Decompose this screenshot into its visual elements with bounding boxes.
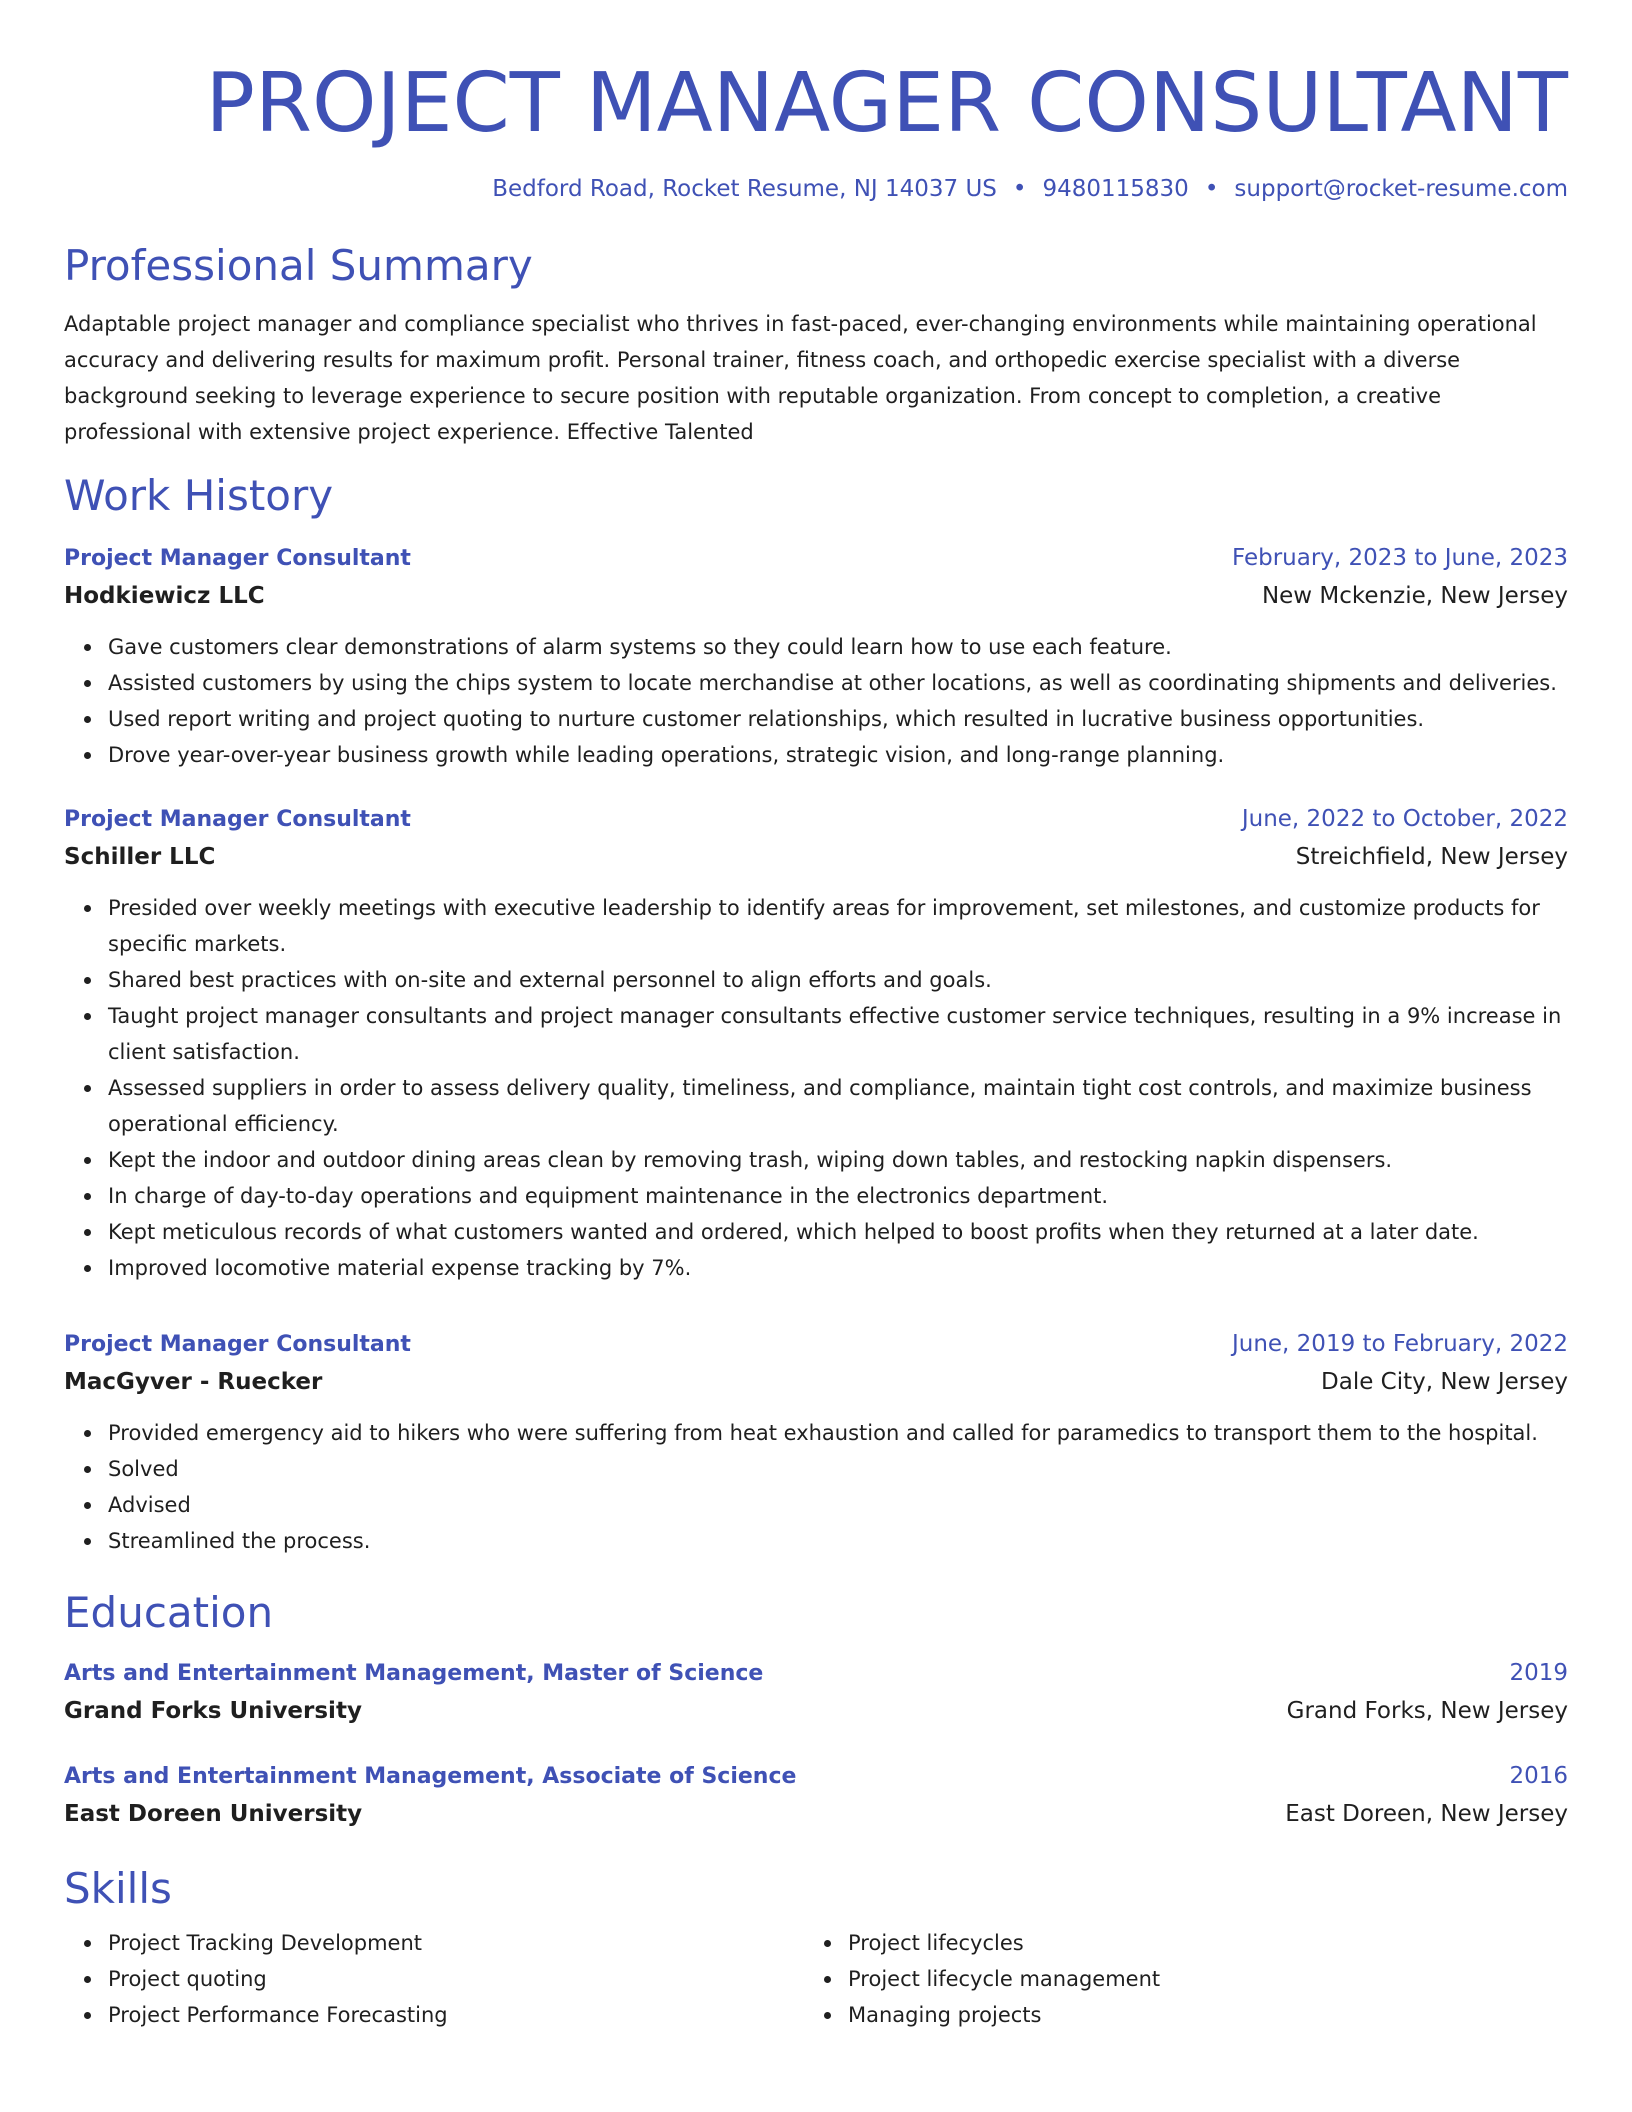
job-bullets — [64, 1415, 1568, 1559]
skills-list — [804, 1925, 1544, 2033]
education-location: Grand Forks, New Jersey — [1286, 1698, 1568, 1724]
education-location: East Doreen, New Jersey — [1285, 1801, 1568, 1827]
summary-text: Adaptable project manager and compliance specialist who thrives in fast-paced, ever-changing environments while maintaining operational accuracy and delivering results for maximum profit. Personal trainer, fitness coach, and orthopedic exercise specialist with a diverse background seeking to leverage experience to secure position with reputable organization. From concept to completion, a creative professional with extensive project experience. Effective Talented — [64, 312, 1537, 444]
education-school: Grand Forks University — [64, 1698, 362, 1724]
job-bullet: Provided emergency aid to hikers who were suffering from heat exhaustion and called for paramedics to transport them to the hospital. — [108, 1415, 1568, 1451]
job-bullet: Assisted customers by using the chips system to locate merchandise at other locations, as well as coordinating shipments and deliveries. — [108, 665, 1568, 701]
job-role: Project Manager Consultant — [64, 1332, 411, 1357]
contact-line — [64, 172, 1568, 206]
education-degree: Arts and Entertainment Management, Master of Science — [64, 1661, 764, 1686]
job-bullet: In charge of day-to-day operations and equipment maintenance in the electronics department. — [108, 1178, 1568, 1214]
job-bullet: Drove year-over-year business growth while leading operations, strategic vision, and long-range planning. — [108, 737, 1568, 773]
job-bullet: Presided over weekly meetings with executive leadership to identify areas for improvement, set milestones, and customize products for specific markets. — [108, 890, 1568, 962]
job-bullet: Kept the indoor and outdoor dining areas clean by removing trash, wiping down tables, and restocking napkin dispensers. — [108, 1142, 1568, 1178]
skill-item: Project lifecycle management — [848, 1961, 1544, 1997]
section-title-education: Education — [64, 1588, 274, 1637]
section-title-skills: Skills — [64, 1864, 172, 1913]
job-bullet: Improved locomotive material expense tracking by 7%. — [108, 1250, 1568, 1286]
job-bullet: Streamlined the process. — [108, 1523, 1568, 1559]
section-title-work-history: Work History — [64, 471, 334, 520]
job-dates: February, 2023 to June, 2023 — [1231, 545, 1568, 571]
job-location: Dale City, New Jersey — [1321, 1369, 1568, 1395]
education-entry — [64, 1655, 1568, 1730]
contact-separator: • — [1012, 176, 1027, 202]
job-bullet: Gave customers clear demonstrations of alarm systems so they could learn how to use each feature. — [108, 629, 1568, 665]
skill-item: Project lifecycles — [848, 1925, 1544, 1961]
contact-address: Bedford Road, Rocket Resume, NJ 14037 US — [492, 176, 997, 202]
education-year: 2019 — [1509, 1660, 1568, 1686]
job-bullet: Used report writing and project quoting to nurture customer relationships, which resulted in lucrative business opportunities. — [108, 701, 1568, 737]
job-bullet: Taught project manager consultants and project manager consultants effective customer service techniques, resulting in a 9% increase in client satisfaction. — [108, 998, 1568, 1070]
job-bullet: Advised — [108, 1487, 1568, 1523]
job-role: Project Manager Consultant — [64, 807, 411, 832]
contact-phone: 9480115830 — [1042, 176, 1189, 202]
skill-item: Project Tracking Development — [108, 1925, 804, 1961]
job-location: Streichfield, New Jersey — [1295, 844, 1568, 870]
job-company: Schiller LLC — [64, 844, 216, 870]
skill-item: Managing projects — [848, 1997, 1544, 2033]
job-bullets — [64, 890, 1568, 1286]
job-bullet: Kept meticulous records of what customers wanted and ordered, which helped to boost profits when they returned at a later date. — [108, 1214, 1568, 1250]
skill-item: Project Performance Forecasting — [108, 1997, 804, 2033]
job-company: MacGyver - Ruecker — [64, 1369, 323, 1395]
education-degree: Arts and Entertainment Management, Associate of Science — [64, 1764, 797, 1789]
skills-grid — [64, 1925, 1568, 2033]
job-bullet: Shared best practices with on-site and external personnel to align efforts and goals. — [108, 962, 1568, 998]
resume-page — [64, 0, 1568, 2033]
job-role: Project Manager Consultant — [64, 546, 411, 571]
job-location: New Mckenzie, New Jersey — [1261, 583, 1568, 609]
contact-separator: • — [1204, 176, 1219, 202]
skills-column-left — [64, 1925, 804, 2033]
education-school: East Doreen University — [64, 1801, 363, 1827]
job-dates: June, 2019 to February, 2022 — [1231, 1331, 1568, 1357]
contact-email[interactable]: support@rocket-resume.com — [1234, 176, 1568, 202]
job-company: Hodkiewicz LLC — [64, 583, 265, 609]
work-entry — [64, 540, 1568, 773]
job-bullets — [64, 629, 1568, 773]
resume-name-heading: PROJECT MANAGER CONSULTANT — [205, 56, 1568, 151]
work-entry — [64, 801, 1568, 1286]
education-year: 2016 — [1509, 1763, 1568, 1789]
work-entry — [64, 1326, 1568, 1559]
section-title-summary: Professional Summary — [64, 241, 533, 290]
job-dates: June, 2022 to October, 2022 — [1241, 806, 1568, 832]
education-entry — [64, 1758, 1568, 1833]
skill-item: Project quoting — [108, 1961, 804, 1997]
job-bullet: Solved — [108, 1451, 1568, 1487]
job-bullet: Assessed suppliers in order to assess delivery quality, timeliness, and compliance, maintain tight cost controls, and maximize business operational efficiency. — [108, 1070, 1568, 1142]
skills-list — [64, 1925, 804, 2033]
skills-column-right — [804, 1925, 1544, 2033]
